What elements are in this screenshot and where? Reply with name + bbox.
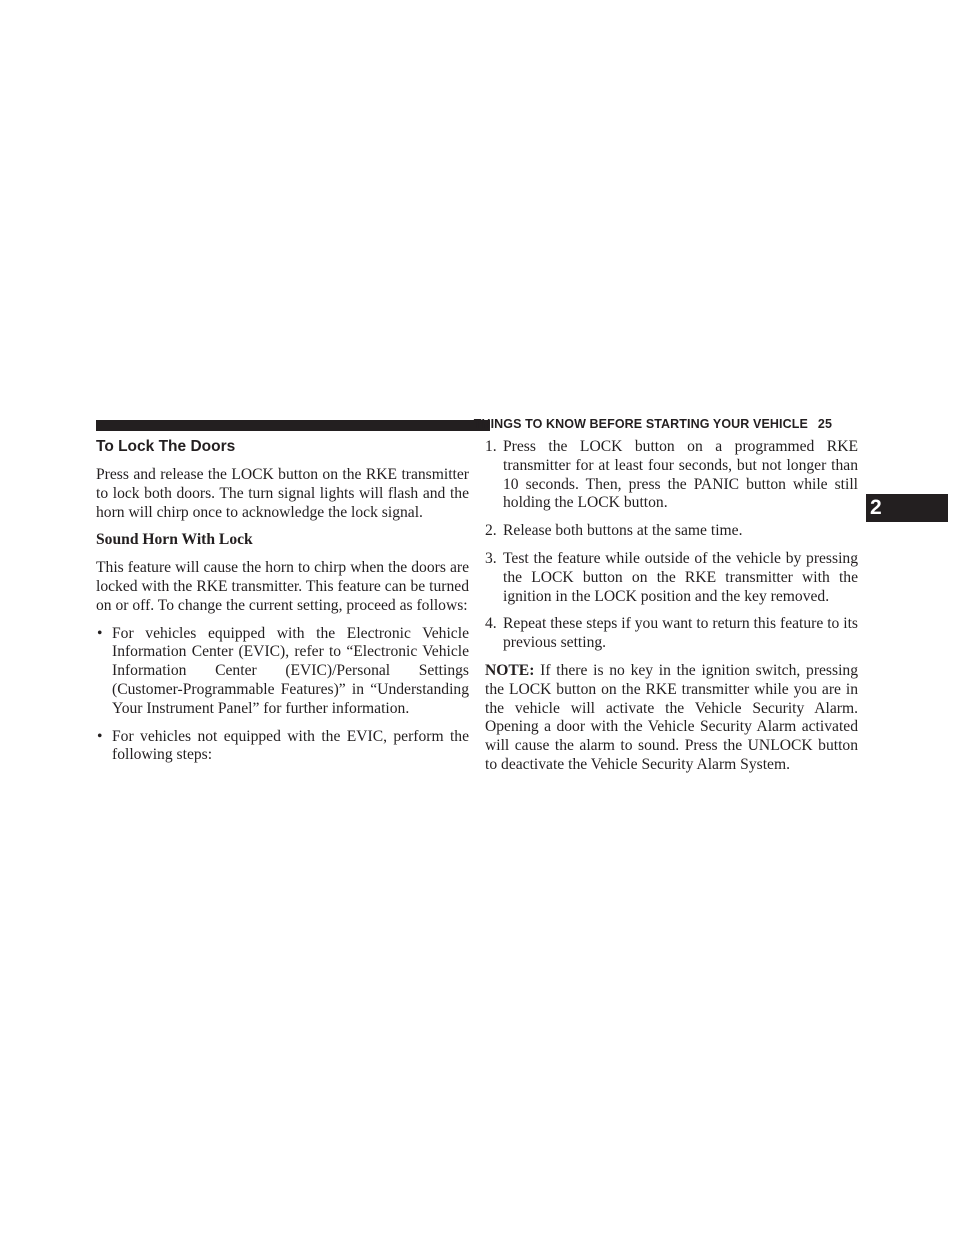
step-text: Release both buttons at the same time. (503, 522, 743, 540)
steps-list (485, 438, 858, 653)
note-text: If there is no key in the ignition switch, pressing the LOCK button on the RKE transmitter while you are in the vehicle will activate the Vehicle Security Alarm. Opening a door with the Vehicle Security Alarm activated will cause the alarm to sound. Press the UNLOCK button to deactivate the Vehicle Security Alarm System. (485, 661, 858, 773)
step-number: 4. (485, 615, 497, 633)
bullet-text: For vehicles equipped with the Electronic Vehicle Information Center (EVIC), refer to “Electronic Vehicle Information Center (EVIC)/Personal Settings (Customer-Programmable Features)” in “Understanding Your Instrument Panel” for further information. (112, 624, 469, 717)
sub-intro-paragraph: This feature will cause the horn to chirp when the doors are locked with the RKE transmitter. This feature can be turned on or off. To change the current setting, proceed as follows: (96, 559, 469, 614)
intro-paragraph: Press and release the LOCK button on the RKE transmitter to lock both doors. The turn signal lights will flash and the horn will chirp once to acknowledge the lock signal. (96, 466, 469, 521)
bullet-icon: • (97, 727, 103, 745)
step-number: 1. (485, 438, 497, 455)
list-item (96, 728, 469, 766)
subheading: Sound Horn With Lock (96, 531, 253, 549)
page-number: 25 (817, 417, 832, 431)
running-header (474, 417, 832, 431)
section-heading: To Lock The Doors (96, 438, 236, 455)
note-label: NOTE: (485, 661, 535, 679)
bullet-text: For vehicles not equipped with the EVIC, perform the following steps: (112, 727, 469, 764)
chapter-tab: 2 (866, 494, 948, 522)
step-item (485, 550, 858, 606)
list-item (96, 625, 469, 719)
step-item (485, 522, 858, 541)
step-number: 2. (485, 522, 497, 540)
step-text: Test the feature while outside of the vehicle by pressing the LOCK button on the RKE transmitter with the ignition in the LOCK position and the key removed. (503, 549, 858, 605)
step-text: Press the LOCK button on a programmed RKE transmitter for at least four seconds, but not longer than 10 seconds. Then, press the PANIC button while still holding the LOCK button. (503, 438, 858, 512)
bullet-list (96, 625, 469, 766)
step-item (485, 615, 858, 653)
step-number: 3. (485, 549, 497, 567)
step-item (485, 438, 858, 513)
note-paragraph (485, 662, 858, 775)
header-rule (96, 420, 490, 431)
bullet-icon: • (97, 624, 103, 642)
right-column (485, 438, 858, 775)
header-title: THINGS TO KNOW BEFORE STARTING YOUR VEHICLE (473, 417, 808, 431)
left-column (96, 438, 469, 774)
step-text: Repeat these steps if you want to return this feature to its previous setting. (503, 615, 858, 652)
